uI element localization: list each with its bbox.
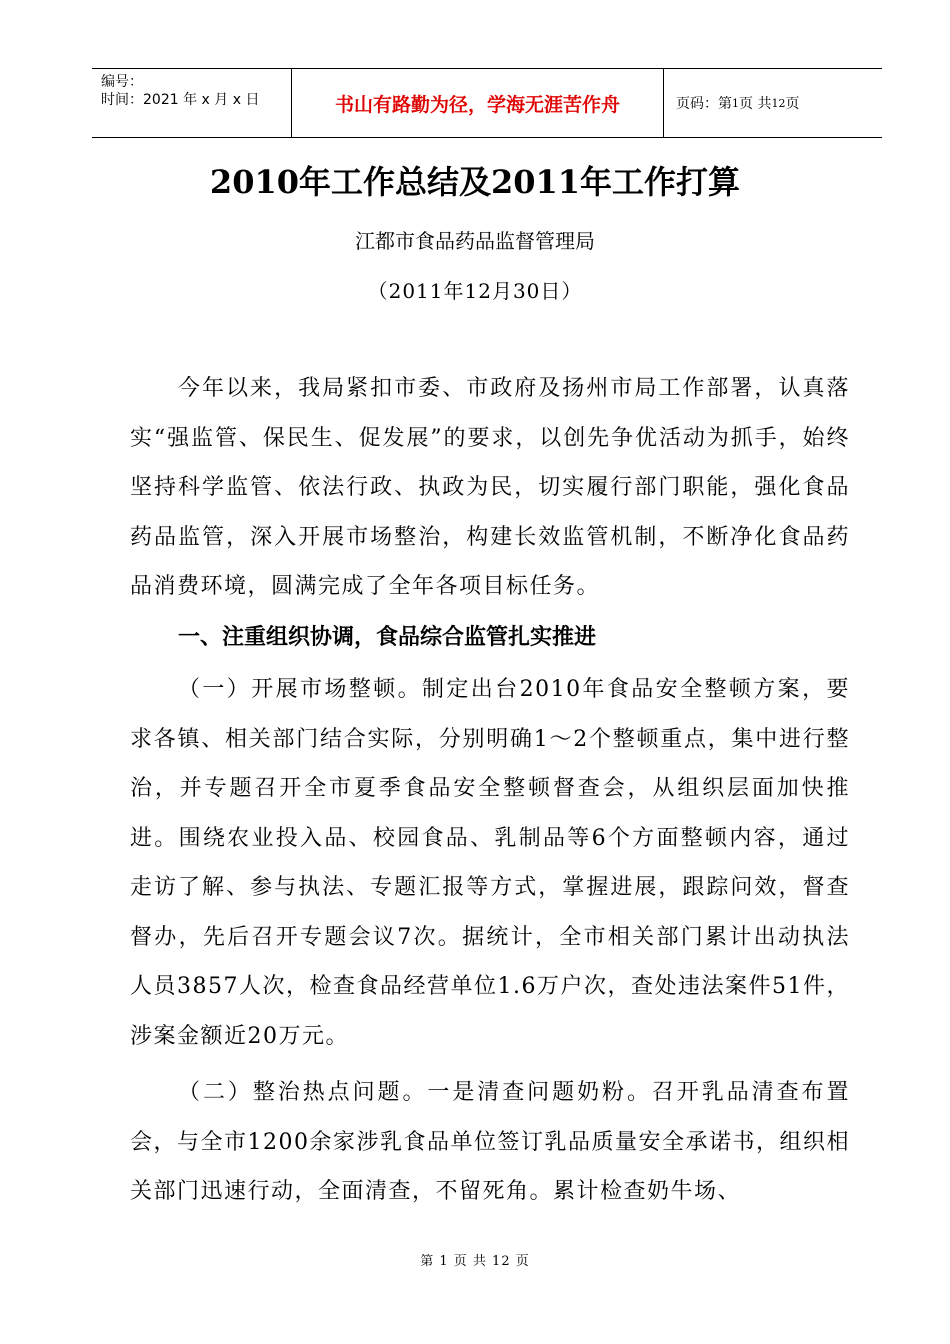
header-meta [92, 69, 292, 137]
paragraph-market-rectification [130, 665, 850, 1061]
paragraph-intro: 今年以来，我局紧扣市委、市政府及扬州市局工作部署，认真落实“强监管、保民生、促发展”的要求，以创先争优活动为抓手，始终坚持科学监管、依法行政、执政为民，切实履行部门职能，强化食品药品监管，深入开展市场整治，构建长效监管机制，不断净化食品药品消费环境，圆满完成了全年各项目标任务。 [130, 376, 850, 599]
page-prefix: 页码：第 [676, 96, 732, 112]
paragraph-lead: （一）开展市场整顿。 [178, 677, 422, 702]
page-total: 12 [771, 96, 786, 110]
page-number: 1 [732, 96, 739, 110]
header-motto: 书山有路勤为径，学海无涯苦作舟 [292, 69, 664, 137]
document-title: 2010年工作总结及2011年工作打算 [209, 163, 741, 201]
page-footer: 第 1 页 共 12 页 [420, 1254, 530, 1269]
document-header [92, 68, 882, 138]
paragraph-body: 制定出台2010年食品安全整顿方案，要求各镇、相关部门结合实际，分别明确1～2个整顿重点，集中进行整治，并专题召开全市夏季食品安全整顿督查会，从组织层面加快推进。围绕农业投入品、校园食品、乳制品等6个方面整顿内容，通过走访了解、参与执法、专题汇报等方式，掌握进展，跟踪问效，督查督办，先后召开专题会议7次。据统计，全市相关部门累计出动执法人员3857人次，检查食品经营单位1.6万户次，查处违法案件51件，涉案金额近20万元。 [130, 677, 850, 1049]
paragraph-body: 一是清查问题奶粉。召开乳品清查布置会，与全市1200余家涉乳食品单位签订乳品质量安全承诺书，组织相关部门迅速行动，全面清查，不留死角。累计检查奶牛场、 [130, 1080, 850, 1204]
code-label: 编号： [101, 74, 143, 90]
section-heading-1: 一、注重组织协调，食品综合监管扎实推进 [178, 625, 597, 650]
document-author: 江都市食品药品监督管理局 [355, 229, 595, 253]
page-suffix: 页 [785, 96, 800, 112]
paragraph-lead: （二）整治热点问题。 [178, 1080, 428, 1105]
document-date: （2011年12月30日） [367, 279, 583, 303]
header-page-info [664, 69, 882, 137]
time-label: 时间：2021 年 x 月 x 日 [101, 92, 260, 108]
page-mid: 页 共 [739, 96, 772, 112]
paragraph-hotspot-issues [130, 1068, 850, 1217]
